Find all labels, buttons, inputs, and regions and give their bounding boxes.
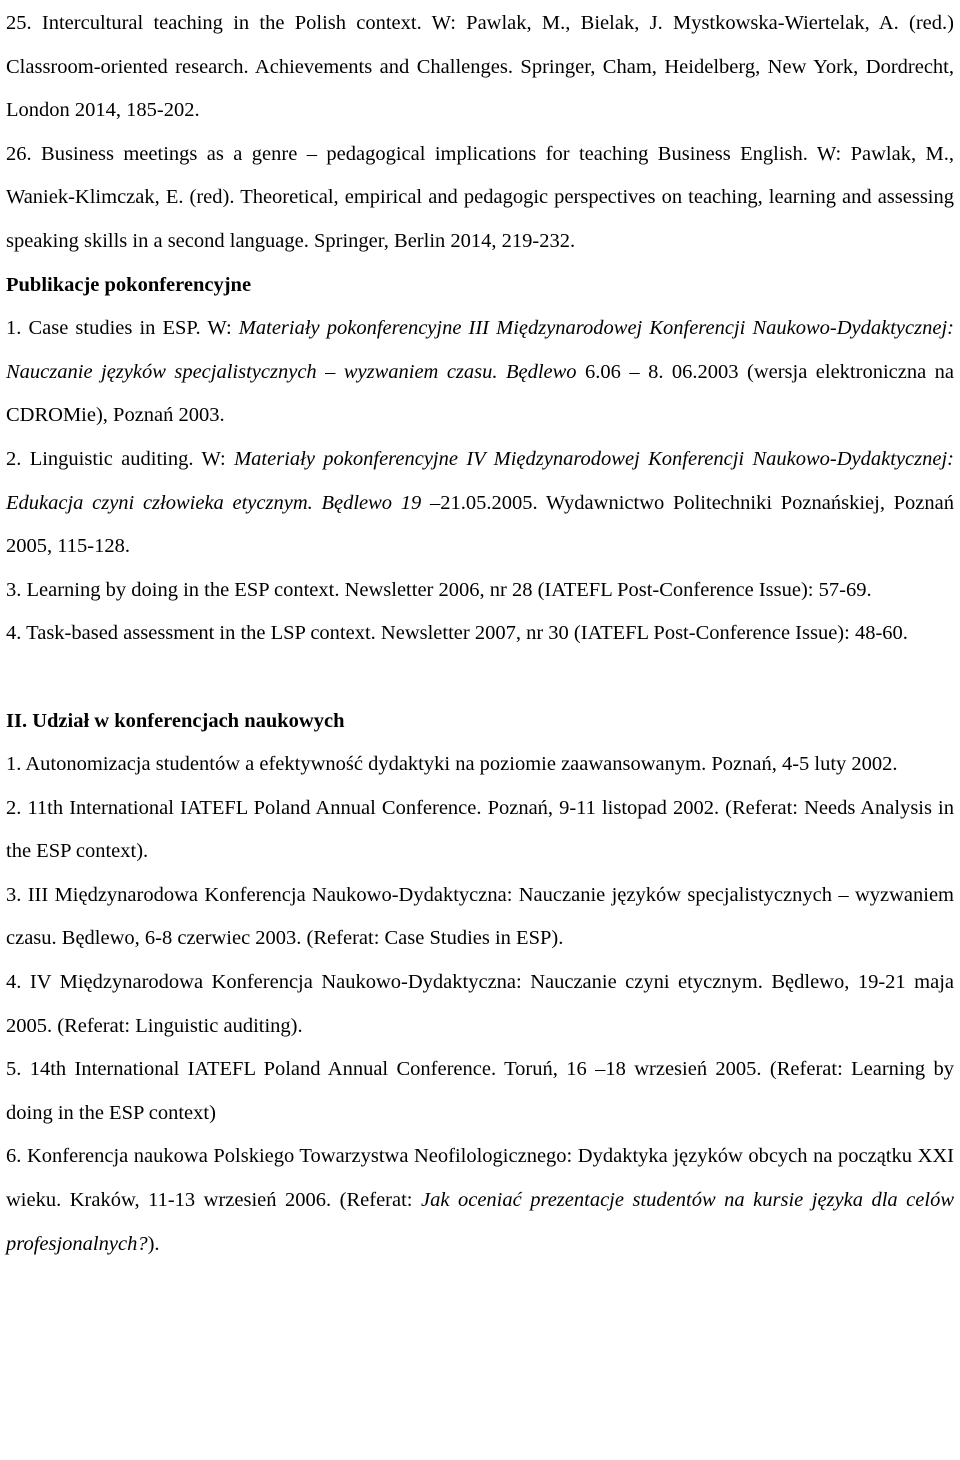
conference-item-6 bbox=[6, 1135, 954, 1266]
post-conference-heading: Publikacje pokonferencyjne bbox=[6, 273, 252, 296]
item-text-end: –21.05.2005. Wydawnictwo Politechniki Poznańskiej, Poznań 2005, 115-128. bbox=[6, 491, 954, 558]
item-text: 5. 14th International IATEFL Poland Annual Conference. Toruń, 16 –18 wrzesień 2005. (Referat: Learning by doing in the ESP context) bbox=[6, 1058, 954, 1124]
conference-item-4 bbox=[6, 961, 954, 1048]
publication-entry-26: 26. Business meetings as a genre – pedagogical implications for teaching Business English. W: Pawlak, M., Waniek-Klimczak, E. (red). Theoretical, empirical and pedagogic perspectives on teaching, learning and assessing speaking skills in a second language. Springer, Berlin 2014, 219-232. bbox=[6, 142, 954, 252]
item-text-end: 6.06 – 8. 06.2003 (wersja elektroniczna na CDROMie), Poznań 2003. bbox=[6, 360, 954, 427]
item-text: 1. Autonomizacja studentów a efektywność dydaktyki na poziomie zaawansowanym. Poznań, 4-5 luty 2002. bbox=[6, 753, 898, 776]
item-italic-text: Jak oceniać prezentacje studentów na kursie języka dla celów profesjonalnych? bbox=[6, 1189, 954, 1255]
item-text: 6. Konferencja naukowa Polskiego Towarzystwa Neofilologicznego: Dydaktyka języków obcych na początku XXI wieku. Kraków, 11-13 wrzesień 2006. (Referat: bbox=[6, 1145, 954, 1212]
item-italic-text: Materiały pokonferencyjne III Międzynarodowej Konferencji Naukowo-Dydaktycznej: Nauczanie języków specjalistycznych – wyzwaniem czasu. Będlewo bbox=[6, 317, 954, 383]
post-conference-item-3 bbox=[6, 569, 954, 613]
conference-item-2 bbox=[6, 787, 954, 874]
item-text-end: ). bbox=[147, 1232, 160, 1255]
item-text: 3. Learning by doing in the ESP context. Newsletter 2006, nr 28 (IATEFL Post-Conference Issue): 57-69. bbox=[6, 578, 872, 601]
conference-item-5 bbox=[6, 1048, 954, 1135]
post-conference-item-2 bbox=[6, 438, 954, 569]
post-conference-item-4 bbox=[6, 612, 954, 656]
conference-item-3 bbox=[6, 874, 954, 961]
item-text: 4. IV Międzynarodowa Konferencja Naukowo-Dydaktyczna: Nauczanie czyni etycznym. Będlewo, 19-21 maja 2005. (Referat: Linguistic auditing). bbox=[6, 971, 954, 1037]
item-text: 3. III Międzynarodowa Konferencja Naukowo-Dydaktyczna: Nauczanie języków specjalistycznych – wyzwaniem czasu. Będlewo, 6-8 czerwiec 2003. (Referat: Case Studies in ESP). bbox=[6, 883, 954, 950]
publication-entry-25: 25. Intercultural teaching in the Polish context. W: Pawlak, M., Bielak, J. Mystkowska-Wiertelak, A. (red.) Classroom-oriented research. Achievements and Challenges. Springer, Cham, Heidelberg, New York, Dordrecht, London 2014, 185-202. bbox=[6, 12, 954, 122]
post-conference-item-1 bbox=[6, 307, 954, 438]
section-spacer bbox=[6, 656, 954, 700]
item-italic-text: Materiały pokonferencyjne IV Międzynarodowej Konferencji Naukowo-Dydaktycznej: Edukacja czyni człowieka etycznym. Będlewo 19 bbox=[6, 447, 954, 514]
item-text: 2. 11th International IATEFL Poland Annual Conference. Poznań, 9-11 listopad 2002. (Referat: Needs Analysis in the ESP context). bbox=[6, 796, 954, 863]
conference-item-1 bbox=[6, 743, 954, 787]
item-text: 2. Linguistic auditing. W: bbox=[6, 447, 235, 470]
conferences-heading: II. Udział w konferencjach naukowych bbox=[6, 709, 345, 732]
item-text: 1. Case studies in ESP. W: bbox=[6, 317, 239, 340]
item-text: 4. Task-based assessment in the LSP context. Newsletter 2007, nr 30 (IATEFL Post-Conference Issue): 48-60. bbox=[6, 622, 908, 645]
